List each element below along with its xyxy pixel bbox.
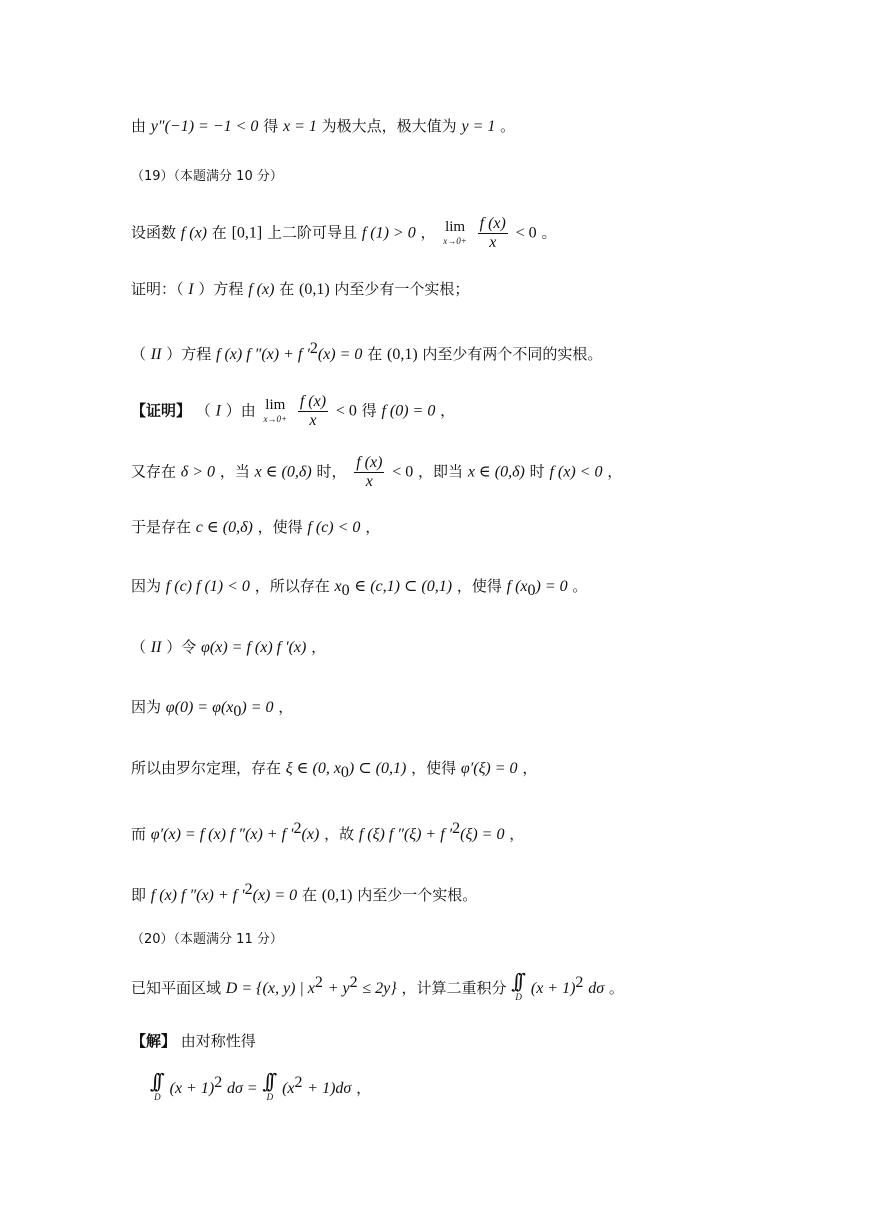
- math-expression: (x) = 0: [317, 346, 363, 363]
- fraction-denominator: x: [365, 473, 373, 490]
- text: 在: [367, 345, 383, 363]
- text-line-phi-zero: [131, 696, 829, 723]
- double-integral-sign: [262, 1069, 277, 1105]
- math-expression: x = 1: [282, 118, 317, 135]
- math-expression: dσ =: [226, 1080, 258, 1097]
- math-expression: < 0: [515, 224, 537, 242]
- integral-symbol: ∫∫: [511, 969, 521, 993]
- math-expression: (ξ) = 0: [460, 826, 505, 843]
- superscript: 2: [244, 881, 253, 898]
- text-line-region-d: [131, 969, 829, 1005]
- math-expression: ≤ 2y}: [362, 980, 397, 997]
- text: 因为: [131, 698, 162, 716]
- math-expression: f (0) = 0: [381, 402, 436, 420]
- math-expression: < 0: [392, 463, 414, 481]
- text: ，: [440, 401, 456, 420]
- math-expression: f (x) < 0: [549, 463, 603, 481]
- text: ）方程: [166, 345, 212, 363]
- text-line-c-exists: [131, 516, 829, 539]
- math-expression: φ′(x) = f (x) f ″(x) + f ′: [150, 826, 294, 843]
- text-line-conclusion: [131, 879, 829, 907]
- text: 得: [263, 117, 279, 135]
- text: 。: [572, 577, 588, 595]
- text: 由: [131, 117, 147, 135]
- text: ，所以存在: [254, 577, 330, 595]
- subscript: 0: [233, 703, 242, 720]
- text: ，: [420, 223, 436, 242]
- text: ，: [522, 759, 538, 777]
- math-expression: f (c) < 0: [307, 519, 361, 536]
- text: （: [131, 345, 147, 363]
- limit-subscript: x→0+: [263, 413, 288, 424]
- text: ，即当: [418, 462, 464, 481]
- math-expression: f (1) > 0: [361, 224, 416, 242]
- text: 即: [131, 886, 147, 904]
- text: 又存在: [131, 462, 177, 481]
- math-expression: f (x) f ″(x) + f ′: [150, 887, 245, 904]
- text: ，: [607, 462, 623, 481]
- math-expression: φ(x) = f (x) f ′(x): [201, 639, 307, 656]
- text: ，: [365, 518, 381, 536]
- text-line-rolle-theorem: [131, 757, 829, 784]
- text: 内至少有两个不同的实根。: [422, 345, 603, 363]
- superscript: 2: [293, 820, 302, 837]
- text: ，使得: [411, 759, 457, 777]
- math-expression: f (x) f ″(x) + f ′: [216, 346, 310, 363]
- math-expression: ξ ∈ (0, x: [285, 760, 341, 777]
- text: 。: [500, 117, 516, 135]
- text: 已知平面区域: [131, 979, 222, 997]
- text: ，: [278, 698, 294, 716]
- text-line-problem-statement: [131, 215, 829, 252]
- math-expression: (x) = 0: [252, 887, 298, 904]
- text: 所以由罗尔定理，存在: [131, 759, 282, 777]
- heading-text: （20）（本题满分 11 分）: [131, 932, 283, 947]
- double-integral-sign: [511, 969, 526, 1005]
- text: 上二阶可导且: [267, 223, 358, 242]
- superscript: 2: [314, 974, 323, 991]
- text-line-maximum-point: [131, 115, 829, 138]
- subscript: 0: [341, 582, 350, 599]
- text-line-x0-exists: [131, 575, 829, 602]
- text: ，: [311, 638, 327, 656]
- text: 。: [608, 979, 624, 997]
- math-expression: ) = 0: [241, 699, 274, 716]
- text: 。: [541, 223, 557, 242]
- math-expression: (x + 1): [169, 1080, 215, 1097]
- text: 由对称性得: [180, 1032, 256, 1050]
- math-expression: y = 1: [461, 118, 496, 135]
- math-expression: δ > 0: [180, 463, 216, 481]
- text: 证明：（: [131, 280, 184, 298]
- math-expression: f (x): [180, 224, 207, 242]
- subscript: 0: [340, 764, 349, 781]
- superscript: 2: [349, 974, 358, 991]
- heading-text: （19）（本题满分 10 分）: [131, 169, 283, 184]
- fraction: [478, 215, 508, 252]
- text-line-phi-derivative: [131, 818, 829, 846]
- problem-19-heading: [131, 166, 829, 188]
- text: （: [131, 638, 147, 656]
- limit-operator: [443, 220, 467, 248]
- text: ，: [356, 1079, 372, 1097]
- fraction: [354, 454, 384, 491]
- text: ，使得: [257, 518, 303, 536]
- text: ）令: [166, 638, 197, 656]
- proof-label: 【证明】: [131, 401, 192, 420]
- text: 设函数: [131, 223, 177, 242]
- math-expression: (0,1): [298, 281, 330, 298]
- integral-domain: D: [515, 992, 522, 1002]
- text: 在: [301, 886, 317, 904]
- superscript: 2: [294, 1074, 303, 1091]
- math-expression: x ∈ (0,δ): [467, 463, 525, 481]
- superscript: 2: [309, 340, 318, 357]
- math-expression: ∈ (c,1) ⊂ (0,1): [354, 578, 453, 595]
- subscript: 0: [527, 582, 536, 599]
- text: ）方程: [198, 280, 244, 298]
- text: ，故: [324, 825, 355, 843]
- fraction: [298, 393, 328, 430]
- integral-symbol: ∫∫: [262, 1069, 272, 1093]
- text: 在: [211, 223, 227, 242]
- fraction-denominator: x: [309, 412, 317, 429]
- solution-label: 【解】: [131, 1032, 177, 1050]
- superscript: 2: [452, 820, 461, 837]
- math-expression: + y: [327, 980, 350, 997]
- math-expression: (x + 1): [530, 980, 576, 997]
- text-line-prove-part-1: [131, 278, 829, 301]
- math-expression: ) = 0: [535, 578, 568, 595]
- math-expression: f (x: [506, 578, 528, 595]
- integral-symbol: ∫∫: [150, 1069, 159, 1093]
- fraction-numerator: f (x): [299, 393, 327, 410]
- problem-20-heading: [131, 929, 829, 951]
- text: 内至少有一个实根；: [334, 280, 470, 298]
- text: 于是存在: [131, 518, 192, 536]
- math-expression: + 1)dσ: [307, 1080, 352, 1097]
- text-line-define-phi: [131, 636, 829, 659]
- math-expression: D = {(x, y) | x: [225, 980, 315, 997]
- math-expression: (x): [301, 826, 320, 843]
- integral-domain: D: [266, 1092, 274, 1102]
- roman-numeral: I: [188, 281, 194, 298]
- text: 时: [529, 462, 545, 481]
- math-expression: x: [334, 578, 342, 595]
- roman-numeral: I: [215, 402, 221, 420]
- integral-domain: D: [154, 1092, 161, 1102]
- roman-numeral: II: [150, 346, 162, 363]
- text: 时，: [316, 462, 347, 481]
- math-expression: [0,1]: [231, 224, 263, 242]
- limit-word: lim: [445, 218, 466, 235]
- text-line-symmetry-equation: [150, 1069, 829, 1105]
- math-expression: (x: [282, 1080, 295, 1097]
- math-expression: (0,1): [386, 346, 418, 363]
- math-expression: dσ: [588, 980, 605, 997]
- superscript: 2: [214, 1074, 223, 1091]
- math-expression: c ∈ (0,δ): [195, 519, 253, 536]
- math-expression: y″(−1) = −1 < 0: [150, 118, 259, 135]
- text: 得: [361, 401, 377, 420]
- math-expression: x ∈ (0,δ): [254, 463, 312, 481]
- text: 在: [279, 280, 295, 298]
- limit-word: lim: [265, 396, 286, 413]
- roman-numeral: II: [150, 639, 162, 656]
- fraction-numerator: f (x): [479, 215, 506, 232]
- text: ）由: [225, 401, 256, 420]
- math-expression: φ(0) = φ(x: [165, 699, 234, 716]
- math-expression: ) ⊂ (0,1): [348, 760, 407, 777]
- text-line-delta-exists: [131, 454, 829, 491]
- text: ，: [509, 825, 525, 843]
- double-integral-sign: [150, 1069, 165, 1105]
- math-expression: f (ξ) f ″(ξ) + f ′: [358, 826, 453, 843]
- text: ，计算二重积分: [401, 979, 507, 997]
- text: 因为: [131, 577, 162, 595]
- text: （: [195, 401, 211, 420]
- limit-operator: [264, 398, 288, 426]
- text: 而: [131, 825, 147, 843]
- text-line-prove-part-2: [131, 338, 829, 366]
- superscript: 2: [575, 974, 584, 991]
- text: 为极大点，极大值为: [321, 117, 457, 135]
- text-line-solution-start: [131, 1030, 829, 1052]
- math-expression: f (c) f (1) < 0: [165, 578, 250, 595]
- math-expression: (0,1): [321, 887, 353, 904]
- text-line-proof-start: [131, 393, 829, 430]
- fraction-numerator: f (x): [356, 454, 383, 471]
- math-expression: f (x): [248, 281, 275, 298]
- text: ，使得: [456, 577, 502, 595]
- math-expression: φ′(ξ) = 0: [460, 760, 518, 777]
- limit-subscript: x→0+: [443, 235, 467, 246]
- math-expression: < 0: [335, 402, 357, 420]
- fraction-denominator: x: [489, 234, 497, 251]
- text: ，当: [219, 462, 250, 481]
- text: 内至少一个实根。: [357, 886, 478, 904]
